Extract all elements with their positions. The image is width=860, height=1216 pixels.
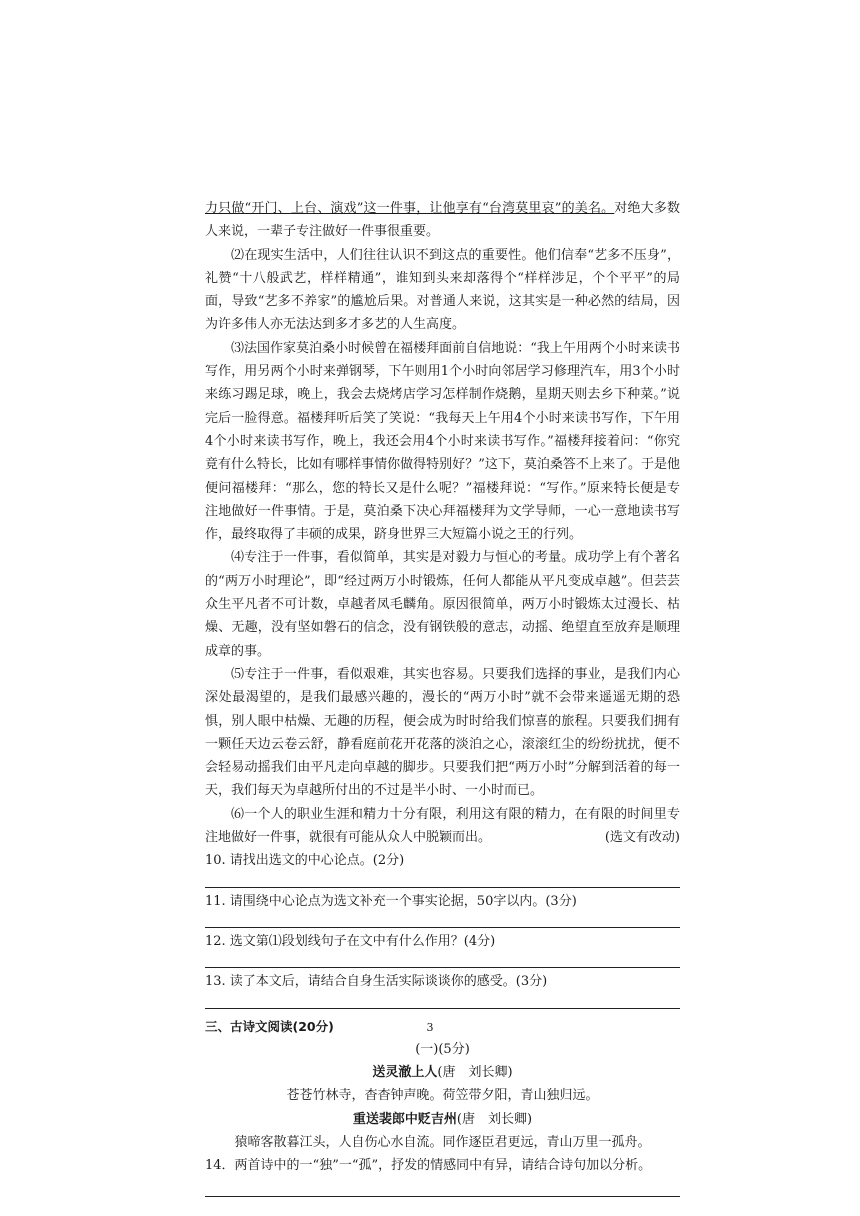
answer-line-11[interactable]	[205, 913, 680, 928]
question-10: 10. 请找出选文的中心论点。(2分)	[205, 853, 405, 869]
passage-paragraph-2: ⑵在现实生活中，人们往往认识不到这点的重要性。他们信奉“艺多不压身”，礼赞“十八般武艺，样样精通”，谁知到头来却落得个“样样涉足，个个平平”的局面，导致“艺多不养家”的尴尬后果。对普通人来说，这其实是一种必然的结局，因为许多伟人亦无法达到多才多艺的人生高度。	[205, 247, 680, 333]
passage-paragraph-1	[205, 197, 680, 244]
poem-1-text: 苍苍竹林寺，杳杳钟声晚。荷笠带夕阳，青山独归远。	[286, 1088, 599, 1104]
section-3-subtitle: (一)(5分)	[415, 1041, 470, 1057]
source-note: (选文有改动)	[604, 830, 680, 846]
section-3-title: 三、古诗文阅读(20分)	[205, 1018, 334, 1034]
underlined-sentence: 力只做“开门、上台、演戏”这一件事，让他享有“台湾莫里哀”的美名。	[205, 201, 615, 216]
passage-paragraph-6	[205, 803, 680, 850]
poem-2-title	[205, 1108, 680, 1131]
passage-paragraph-3: ⑶法国作家莫泊桑小时候曾在福楼拜面前自信地说：“我上午用两个小时来读书写作，用另两个小时来弹钢琴，下午则用1个小时向邻居学习修理汽车，用3个小时来练习踢足球，晚上，我会去烧烤店学习怎样制作烧鹅，星期天则去乡下种菜。”说完后一脸得意。福楼拜听后笑了笑说：“我每天上午用4个小时来读书写作，下午用4个小时来读书写作，晚上，我还会用4个小时来读书写作。”福楼拜接着问：“你究竟有什么特长，比如有哪样事情你做得特别好？”这下，莫泊桑答不上来了。于是他便问福楼拜：“那么，您的特长又是什么呢？”福楼拜说：“写作。”原来特长便是专注地做好一件事情。于是，莫泊桑下决心拜福楼拜为文学导师，一心一意地读书写作，最终取得了丰硕的成果，跻身世界三大短篇小说之王的行列。	[205, 340, 680, 543]
poem-2-dynasty: (唐 刘长卿)	[456, 1111, 533, 1127]
question-11: 11. 请围绕中心论点为选文补充一个事实论据，50字以内。(3分)	[205, 893, 577, 909]
question-13: 13. 读了本文后，请结合自身生活实际谈谈你的感受。(3分)	[205, 974, 548, 990]
poem-1-title-text: 送灵澈上人	[372, 1065, 438, 1081]
page-number: 3	[426, 1021, 434, 1034]
question-12: 12. 选文第⑴段划线句子在文中有什么作用？(4分)	[205, 933, 496, 949]
poem-1-title	[205, 1061, 680, 1084]
answer-line-13[interactable]	[205, 994, 680, 1009]
poem-2-text: 猿啼客散暮江头，人自伤心水自流。同作逐臣君更远，青山万里一孤舟。	[234, 1134, 651, 1150]
paragraph-1-rest: 对绝大多数人来说，一辈子专注做好一件事很重要。	[205, 201, 680, 240]
exam-page-content	[205, 197, 680, 1199]
answer-line-10[interactable]	[205, 873, 680, 888]
paragraph-6-text: ⑹一个人的职业生涯和精力十分有限，利用这有限的精力，在有限的时间里专注地做好一件事，就很有可能从众人中脱颖而出。	[205, 806, 680, 846]
passage-paragraph-5: ⑸专注于一件事，看似艰难，其实也容易。只要我们选择的事业，是我们内心深处最渴望的，是我们最感兴趣的，漫长的“两万小时”就不会带来遥遥无期的恐惧，别人眼中枯燥、无趣的历程，便会成为时时给我们惊喜的旅程。只要我们拥有一颗任天边云卷云舒，静看庭前花开花落的淡泊之心，滚滚红尘的纷纷扰扰，便不会轻易动摇我们由平凡走向卓越的脚步。只要我们把“两万小时”分解到活着的每一天，我们每天为卓越所付出的不过是半小时、一小时而已。	[205, 666, 680, 799]
question-14: 14．两首诗中的一“独”一“孤”，抒发的情感同中有异，请结合诗句加以分析。	[205, 1158, 652, 1174]
passage-paragraph-4: ⑷专注于一件事，看似简单，其实是对毅力与恒心的考量。成功学上有个著名的“两万小时理论”，即“经过两万小时锻炼，任何人都能从平凡变成卓越”。但芸芸众生平凡者不可计数，卓越者凤毛麟角。原因很简单，两万小时锻炼太过漫长、枯燥、无趣，没有坚如磐石的信念，没有钢铁般的意志，动摇、绝望直至放弃是顺理成章的事。	[205, 550, 680, 659]
answer-line-14[interactable]	[205, 1182, 680, 1197]
poem-2-title-text: 重送裴郎中贬吉州	[352, 1111, 457, 1127]
poem-1-dynasty: (唐 刘长卿)	[437, 1065, 513, 1081]
answer-line-12[interactable]	[205, 953, 680, 968]
